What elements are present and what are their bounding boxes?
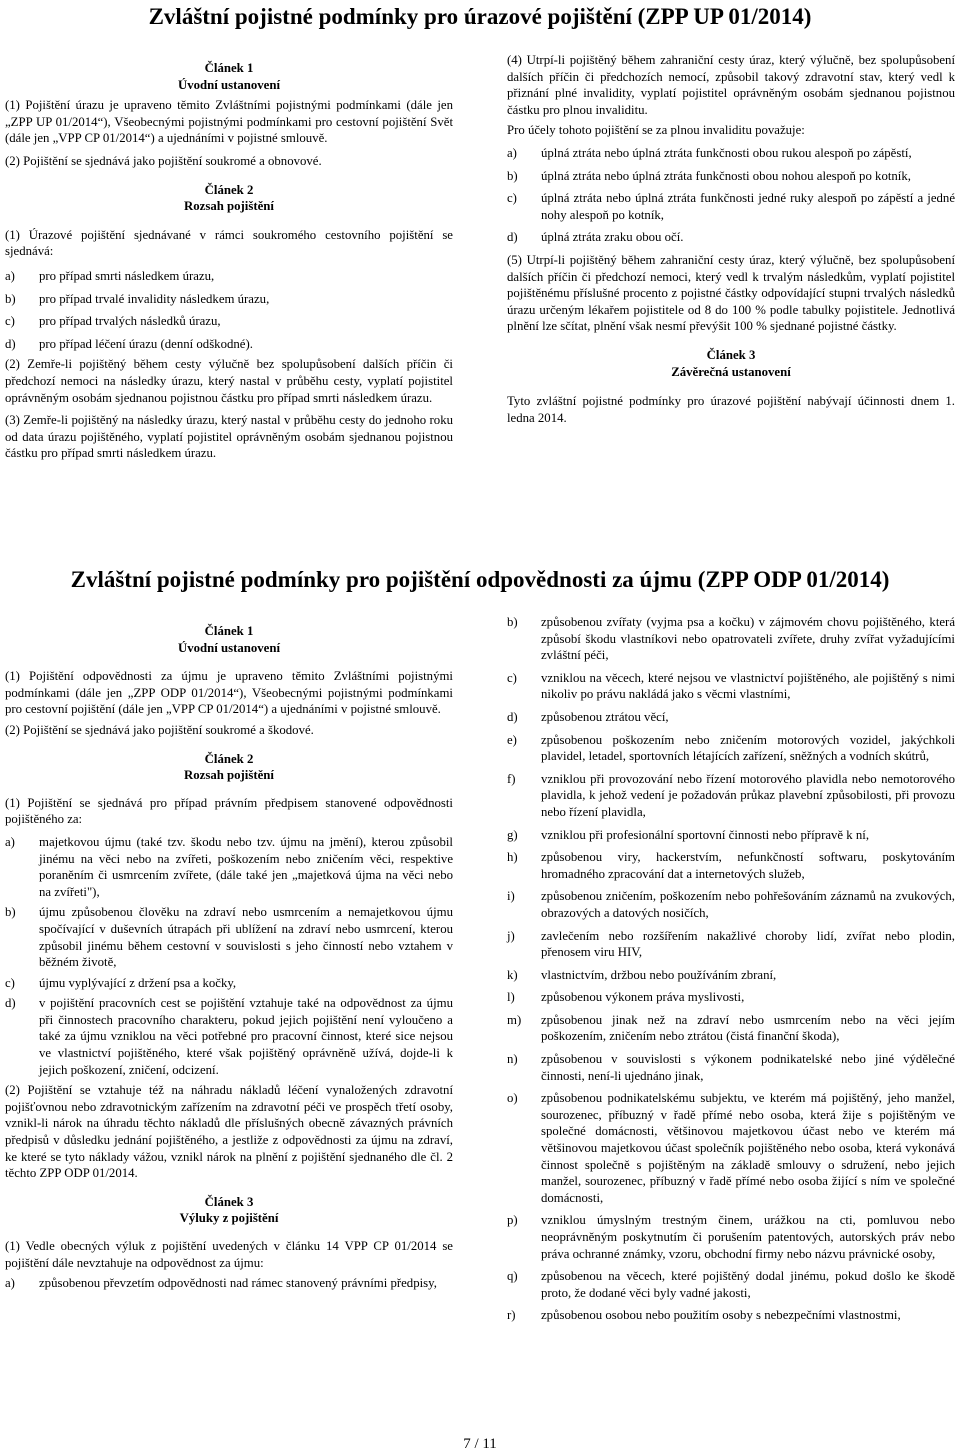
paragraph: Tyto zvláštní pojistné podmínky pro úrazové pojištění nabývají účinnosti dnem 1. ledna 2014. xyxy=(507,394,955,425)
list-item-label: a) xyxy=(5,268,15,283)
list-item-label: i) xyxy=(507,889,515,904)
list-item-label: d) xyxy=(5,996,16,1011)
list-item-label: a) xyxy=(507,145,517,160)
article-name: Výluky z pojištění xyxy=(179,1211,279,1226)
list-item-label: a) xyxy=(5,834,15,849)
list-item-label: d) xyxy=(5,336,16,351)
list-item-label: r) xyxy=(507,1308,516,1323)
list-item xyxy=(507,1268,955,1301)
list-item-label: l) xyxy=(507,990,515,1005)
list-item-text: způsobenou podnikatelskému subjektu, ve kterém má pojištěný, jeho manžel, sourozenec, příbuzný v řadě přímé nebo osoba, která žije s pojištěným ve společné domácnosti, většinovou majetkovou účast nebo ve kterém má většinovou majetkovou účast společník pojištěného nebo osoba, která vykonává činnost společně s pojištěným na základě smlouvy o sdružení, nebo jejich manžel, sourozenec, příbuzný v řadě přímé nebo osoba žijící s ním ve společné domácnosti, xyxy=(541,1091,955,1205)
article-name: Závěrečná ustanovení xyxy=(671,364,791,379)
list-item-text: pro případ trvalé invalidity následkem úrazu, xyxy=(39,291,270,306)
list-item-label: f) xyxy=(507,771,516,786)
list-item xyxy=(507,989,955,1006)
list-item xyxy=(507,1012,955,1045)
list-item-label: c) xyxy=(5,314,15,329)
list-item-label: c) xyxy=(507,670,517,685)
article-heading: Článek 2 xyxy=(204,751,254,766)
section1-left-column xyxy=(5,60,453,468)
list-item-text: způsobenou v souvislosti s výkonem podnikatelské nebo jiné výdělečné činnosti, není-li ujednáno jinak, xyxy=(541,1052,955,1083)
list-item-label: e) xyxy=(507,732,517,747)
list-item xyxy=(5,313,453,330)
list-item-label: o) xyxy=(507,1091,518,1106)
list-item xyxy=(507,771,955,821)
list-item-label: c) xyxy=(507,191,517,206)
list-item-label: b) xyxy=(5,905,16,920)
list-item-text: úplná ztráta nebo úplná ztráta funkčnosti obou rukou alespoň po zápěstí, xyxy=(541,145,912,160)
list-item-text: způsobenou osobou nebo použitím osoby s nebezpečními vlastnostmi, xyxy=(541,1308,901,1323)
article-heading: Článek 1 xyxy=(204,61,254,75)
list-item-label: h) xyxy=(507,850,518,865)
paragraph: (2) Zemře-li pojištěný během cesty výlučně bez spolupůsobení dalších příčin či předchozí nemoci na následky úrazu, který nastal v průběhu cesty, vyplatí pojistitel oprávněným osobám sjednanou pojistnou částku pro případ smrti následkem úrazu. xyxy=(5,357,453,405)
list-item-text: vzniklou na věcech, které nejsou ve vlastnictví pojištěného, ale pojištěný s nimi nikoliv po právu nakládá jako s věcmi vlastními, xyxy=(541,670,955,702)
list-item xyxy=(5,904,453,970)
list-item-text: způsobenou výkonem práva myslivosti, xyxy=(541,990,745,1005)
list-item xyxy=(507,1212,955,1262)
paragraph: (1) Pojištění úrazu je upraveno těmito Zvláštními pojistnými podmínkami (dále jen „ZPP UP 01/2014“), Všeobecnými pojistnými podmínkami pro cestovní pojištění Svět (dále jen „VPP CP 01/2014“) a ujednáními v pojistné smlouvě. xyxy=(5,98,453,146)
list-item-label: k) xyxy=(507,967,518,982)
list-item xyxy=(507,967,955,984)
list-item-text: újmu vyplývající z držení psa a kočky, xyxy=(39,975,237,990)
paragraph: (5) Utrpí-li pojištěný během zahraniční cesty úraz, který výlučně, bez spolupůsobení dalších příčin či předchozí nemoci, který vedl k trvalým následkům, vyplatí pojistitel pojištěnému příslušné procento z pojistné částky odpovídající stupni trvalých následků úrazu určeným lékařem pojistitele od 8 do 100 % podle tabulky pojistitele. Jednotlivá plnění lze sčítat, plnění však nesmí převýšit 100 % sjednané pojistné částky. xyxy=(507,252,955,334)
paragraph: (2) Pojištění se vztahuje též na náhradu nákladů léčení vynaložených zdravotní pojišťovnou nebo zdravotnickým zařízením na zdravotní péči ve prospěch třetí osoby, vznikl-li nárok na úhradu těchto nákladů dle příslušných obecně závazných právních předpisů v důsledku jednání pojištěného, a jestliže z odpovědnosti za újmu na zdraví, ke které se tyto náklady vážou, vznikl nárok na plnění z pojištění sjednaného dle čl. 2 těchto ZPP ODP 01/2014. xyxy=(5,1083,453,1181)
list-item xyxy=(507,709,955,726)
paragraph: (2) Pojištění se sjednává jako pojištění soukromé a škodové. xyxy=(5,722,314,737)
list-item xyxy=(507,614,955,664)
list-item xyxy=(5,268,453,285)
list-item xyxy=(5,336,453,353)
list-item-text: úplná ztráta zraku obou očí. xyxy=(541,230,684,245)
list-item-text: újmu způsobenou člověku na zdraví nebo usmrcením a nemajetkovou újmu spočívající v duševních útrapách při ublížení na zdraví nebo usmrcení, kterou způsobil jinému během cestovní v souvislosti s jeho činností nebo vztahem v běžném životě, xyxy=(39,905,453,970)
list-item xyxy=(5,834,453,900)
list-item-text: způsobenou zvířaty (vyjma psa a kočku) v zájmovém chovu pojištěného, která způsobí škodu vlastníkovi nebo opatrovateli zvířete, druhy zvířat vyžadujícími zvláštní péči, xyxy=(541,615,955,663)
list-item-label: p) xyxy=(507,1213,518,1228)
list-item xyxy=(507,928,955,961)
article-name: Úvodní ustanovení xyxy=(177,77,281,92)
list-item xyxy=(507,732,955,765)
section2-right-column xyxy=(507,614,955,1330)
list-item-label: b) xyxy=(507,168,518,183)
article-name: Rozsah pojištění xyxy=(184,768,274,783)
list-item xyxy=(507,229,955,246)
section2-left-column xyxy=(5,623,453,1298)
article-name: Úvodní ustanovení xyxy=(177,640,281,655)
paragraph: (1) Úrazové pojištění sjednávané v rámci soukromého cestovního pojištění se sjednává: xyxy=(5,227,453,259)
list-item-text: pro případ léčení úrazu (denní odškodné). xyxy=(39,336,253,351)
list-item xyxy=(5,1275,453,1292)
list-item-text: úplná ztráta nebo úplná ztráta funkčnosti obou nohou alespoň po kotník, xyxy=(541,168,911,183)
paragraph: (3) Zemře-li pojištěný na následky úrazu, který nastal v průběhu cesty do jednoho roku od data úrazu pojištěného, vyplatí pojistitel oprávněným osobám sjednanou pojistnou částku pro případ smrti následkem úrazu. xyxy=(5,413,453,461)
list-item xyxy=(5,995,453,1078)
list-item-label: b) xyxy=(5,291,16,306)
paragraph: (1) Pojištění se sjednává pro případ právním předpisem stanovené odpovědnosti pojištěného za: xyxy=(5,795,453,827)
page-number: 7 / 11 xyxy=(463,1436,497,1452)
list-item xyxy=(507,849,955,882)
list-item-label: a) xyxy=(5,1276,15,1291)
list-item xyxy=(5,975,453,992)
list-item-text: vzniklou při profesionální sportovní činnosti nebo přípravě k ní, xyxy=(541,827,870,842)
list-item-label: j) xyxy=(507,928,515,943)
list-item-label: m) xyxy=(507,1012,522,1027)
list-item-text: pro případ smrti následkem úrazu, xyxy=(39,268,215,283)
article-name: Rozsah pojištění xyxy=(184,199,274,214)
list-item xyxy=(507,1090,955,1206)
list-item-label: g) xyxy=(507,827,518,842)
list-item xyxy=(507,1307,955,1324)
list-item xyxy=(507,190,955,223)
list-item-text: majetkovou újmu (také tzv. škodu nebo tzv. újmu na jmění), kterou způsobil jinému na věci nebo na zvířeti, poškozením nebo zničením věci, respektive poraněním či usmrcením zvířete, (dále také jen „majetková újma na věci nebo na zvířeti"), xyxy=(39,834,453,899)
section1-title: Zvláštní pojistné podmínky pro úrazové pojištění (ZPP UP 01/2014) xyxy=(148,4,812,29)
list-item-label: b) xyxy=(507,615,518,629)
list-item-text: způsobenou na věcech, které pojištěný dodal jinému, pokud došlo ke škodě proto, že dodané věci byly vadné jakosti, xyxy=(541,1269,955,1300)
paragraph: (1) Pojištění odpovědnosti za újmu je upraveno těmito Zvláštními pojistnými podmínkami (dále jen „ZPP ODP 01/2014“), Všeobecnými pojistnými podmínkami pro cestovní pojištění (dále jen „VPP CP 01/2014“) a ujednáními v pojistné smlouvě. xyxy=(5,669,453,717)
article-heading: Článek 2 xyxy=(204,182,254,197)
list-item-text: pro případ trvalých následků úrazu, xyxy=(39,314,221,329)
list-item-text: vzniklou při provozování nebo řízení motorového plavidla nebo nemotorového plavidla, k jehož vedení je požadován průkaz plavební způsobilosti, při provozu nebo řízení plavidla, xyxy=(541,771,955,819)
list-item xyxy=(507,168,955,185)
list-item xyxy=(507,670,955,703)
list-item-text: vzniklou úmyslným trestným činem, urážkou na cti, pomluvou nebo neoprávněným poskytnutím či porušením patentových, autorských práv nebo práva ochranné známky, vzoru, obchodní firmy nebo názvu právnické osoby, xyxy=(541,1213,955,1261)
list-item-label: c) xyxy=(5,975,15,990)
list-item-label: q) xyxy=(507,1269,518,1284)
list-item-label: d) xyxy=(507,230,518,245)
list-item xyxy=(507,1051,955,1084)
list-item-text: vlastnictvím, držbou nebo používáním zbraní, xyxy=(541,967,777,982)
list-item xyxy=(507,888,955,921)
list-item-text: způsobenou převzetím odpovědnosti nad rámec stanovený právními předpisy, xyxy=(39,1276,437,1291)
article-heading: Článek 1 xyxy=(204,624,254,638)
list-item xyxy=(507,145,955,162)
article-heading: Článek 3 xyxy=(204,1194,254,1209)
article-heading: Článek 3 xyxy=(706,347,756,362)
list-item-text: zavlečením nebo rozšířením nakažlivé choroby lidí, zvířat nebo plodin, přenosem viru HIV, xyxy=(541,928,955,960)
list-item-label: n) xyxy=(507,1052,518,1067)
list-item-text: způsobenou jinak než na zdraví nebo usmrcením nebo na věci jejím poškozením, zničením nebo ztrátou (čistá finanční škoda), xyxy=(541,1012,955,1044)
list-item xyxy=(5,291,453,308)
list-item xyxy=(507,827,955,844)
list-item-text: úplná ztráta nebo úplná ztráta funkčnosti jedné ruky alespoň po zápěstí a jedné nohy alespoň po kotník, xyxy=(541,191,955,222)
paragraph: (2) Pojištění se sjednává jako pojištění soukromé a obnovové. xyxy=(5,153,322,168)
list-item-text: způsobenou poškozením nebo zničením motorových vozidel, jakýchkoli plavidel, letadel, sportovních létajících zařízení, sněžných a vodních skútrů, xyxy=(541,732,955,764)
list-item-text: v pojištění pracovních cest se pojištění vztahuje také na odpovědnost za újmu při činnostech pracovního charakteru, pokud jejich pojištění není vyloučeno a také za újmu vzniklou na věci potřebné pro pracovní činnost, které sice nejsou ve vlastnictví pojištěného, které však pojištěný oprávněně užívá, dojde-li k jejich poškození, zničení, odcizení. xyxy=(39,996,453,1077)
list-item-text: způsobenou viry, hackerstvím, nefunkčností softwaru, poskytováním hromadného zpracování dat a internetových služeb, xyxy=(541,850,955,881)
list-item-text: způsobenou ztrátou věcí, xyxy=(541,709,669,724)
list-item-text: způsobenou zničením, poškozením nebo pohřešováním záznamů na zvukových, obrazových a datových nosičích, xyxy=(541,889,955,920)
paragraph: Pro účely tohoto pojištění se za plnou invaliditu považuje: xyxy=(507,123,805,138)
paragraph: (1) Vedle obecných výluk z pojištění uvedených v článku 14 VPP CP 01/2014 se pojištění dále nevztahuje na odpovědnost za újmu: xyxy=(5,1239,453,1270)
list-item-label: d) xyxy=(507,709,518,724)
section1-right-column xyxy=(507,52,955,432)
section2-title: Zvláštní pojistné podmínky pro pojištění odpovědnosti za újmu (ZPP ODP 01/2014) xyxy=(70,567,890,592)
paragraph: (4) Utrpí-li pojištěný během zahraniční cesty úraz, který výlučně, bez spolupůsobení dalších příčin či předchozích nemocí, způsobil takový zdravotní stav, který vedl k přiznání plné invalidity, vyplatí pojistitel oprávněným osobám sjednanou pojistnou částku pro plnou invaliditu. xyxy=(507,53,955,117)
